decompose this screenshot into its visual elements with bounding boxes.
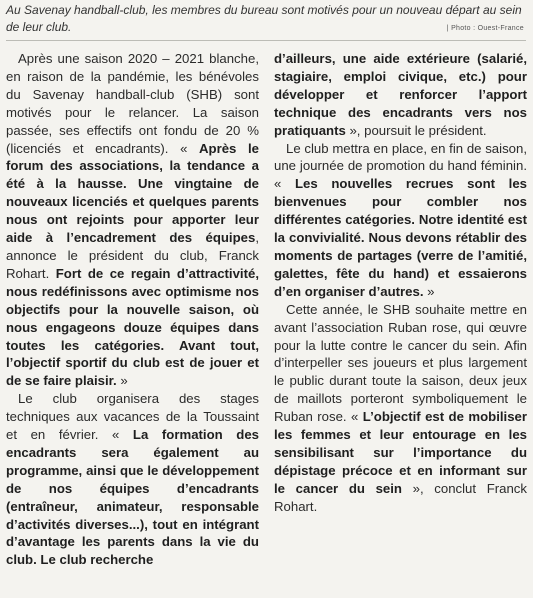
paragraph xyxy=(274,140,527,301)
text-run: Cette année, le SHB souhaite mettre en avant l’association Ruban rose, qui œuvre pour la lutte contre le cancer du sein. Afin d’interpeller ses joueurs et plus largement le public durant toute la saison, deux jeux de maillots porteront symboliquement le Ruban rose. « xyxy=(274,301,527,425)
text-run: », poursuit le président. xyxy=(345,122,487,138)
paragraph xyxy=(274,301,527,516)
photo-credit: | Photo : Ouest-France xyxy=(446,25,524,32)
quote-text: Les nouvelles recrues sont les bienvenues pour combler nos différentes catégories. Notre identité est la convivialité. Nous devons rétablir des moments de partages (verre de l’amitié, galettes, fête du hand) et essaierons d’en organiser d’autres. xyxy=(274,176,527,299)
quote-text: d’ailleurs, une aide extérieure (salarié, stagiaire, emploi civique, etc.) pour développer et renforcer l’apport technique des encadrants vers nos pratiquants xyxy=(274,51,527,138)
quote-text: Après le forum des associations, la tendance a été à la hausse. Une vingtaine de nouveaux licenciés et quelques parents nous ont rejoints pour apporter leur aide à l’encadrement des équipes xyxy=(6,140,259,246)
paragraph xyxy=(6,50,259,390)
text-run: », conclut Franck Rohart. xyxy=(274,480,527,514)
photo-caption xyxy=(6,2,526,36)
paragraph xyxy=(274,50,527,140)
text-run: , annonce le président du club, Franck Rohart. xyxy=(6,230,259,281)
caption-text: Au Savenay handball-club, les membres du bureau sont motivés pour un nouveau départ au sein de leur club. xyxy=(6,3,522,34)
article-column-right xyxy=(274,50,527,516)
text-run: Après une saison 2020 – 2021 blanche, en raison de la pandémie, les bénévoles du Savenay handball-club (SHB) sont motivés pour le relancer. La saison passée, ses effectifs ont fondu de 20 % (licenciés et encadrants). « xyxy=(6,51,259,156)
caption-divider xyxy=(6,40,526,41)
article-column-left xyxy=(6,50,259,569)
text-run: » xyxy=(116,373,128,389)
quote-text: La formation des encadrants sera également au programme, ainsi que le développement de nos équipes d’encadrants (entraîneur, animateur, responsable d’activités diverses...), tout en intégrant d’avantage les parents dans la vie du club. Le club recherche xyxy=(6,427,260,568)
text-run: Le club organisera des stages techniques aux vacances de la Toussaint et en février. « xyxy=(6,391,259,443)
quote-text: L’objectif est de mobiliser les femmes et leur entourage en les sensibilisant sur l’importance du dépistage précoce et en informant sur le cancer du sein xyxy=(274,409,527,496)
quote-text: Fort de ce regain d’attractivité, nous redéfinissons avec optimisme nos objectifs pour la nouvelle saison, où nous engageons douze équipes dans toutes les catégories. Avant tout, l’objectif sportif du club est de jouer et de se faire plaisir. xyxy=(6,265,259,389)
text-run: » xyxy=(423,283,435,299)
paragraph xyxy=(6,390,259,569)
text-run: Le club mettra en place, en fin de saison, une journée de promotion du hand féminin. « xyxy=(274,140,527,192)
